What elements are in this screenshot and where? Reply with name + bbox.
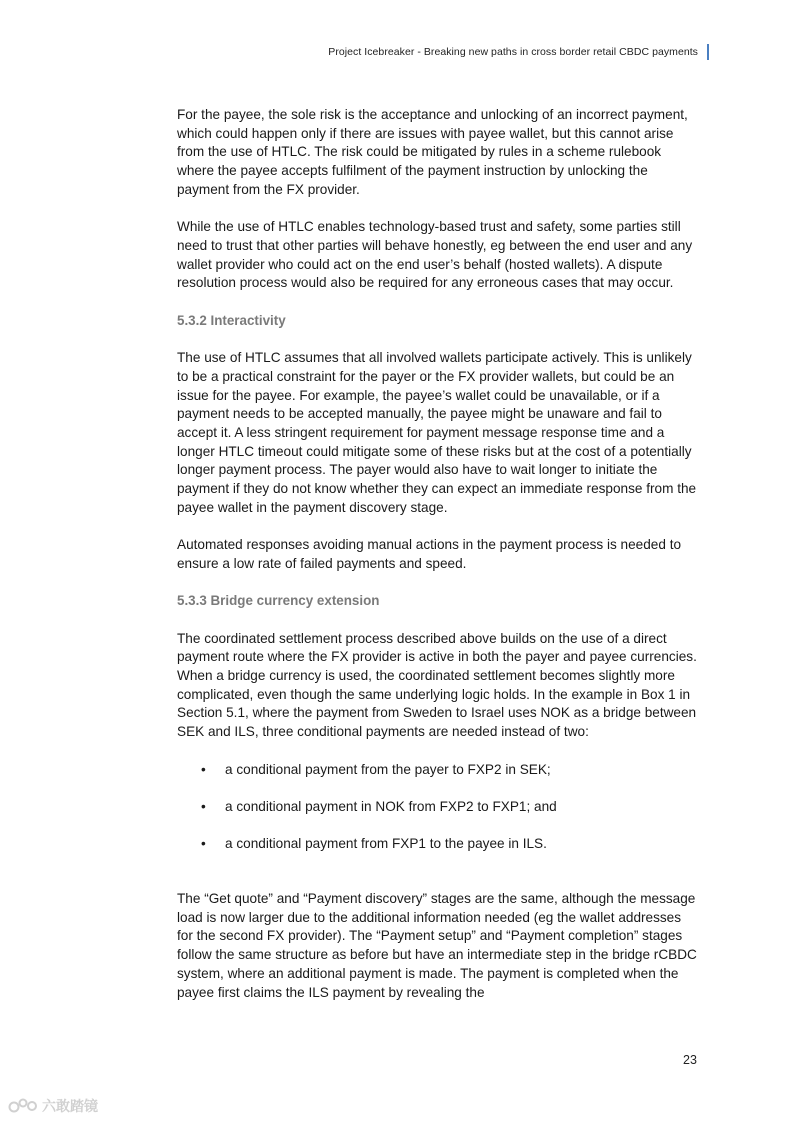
list-item-text: a conditional payment in NOK from FXP2 to FXP1; and (225, 798, 557, 814)
section-heading-bridge-currency: 5.3.3 Bridge currency extension (177, 593, 380, 609)
page-content (177, 106, 697, 1021)
list-item (177, 835, 697, 854)
page-number: 23 (683, 1053, 697, 1067)
list-item-text: a conditional payment from FXP1 to the payee in ILS. (225, 836, 547, 852)
list-item-text: a conditional payment from the payer to FXP2 in SEK; (225, 761, 551, 777)
paragraph-bridge-currency: The coordinated settlement process described above builds on the use of a direct payment route where the FX provider is active in both the payer and payee currencies. When a bridge currency is used, the coordinated settlement becomes slightly more complicated, even though the same underlying logic holds. In the example in Box 1 in Section 5.1, where the payment from Sweden to Israel uses NOK as a bridge between SEK and ILS, three conditional payments are needed instead of two: (177, 630, 697, 740)
bullet-icon: • (201, 761, 206, 777)
header-divider (707, 44, 709, 60)
list-item (177, 761, 697, 780)
paragraph-automated-responses: Automated responses avoiding manual actions in the payment process is needed to ensure a low rate of failed payments and speed. (177, 537, 682, 571)
watermark-text: 六敢踏镜 (42, 1098, 98, 1114)
bullet-icon: • (201, 798, 206, 814)
bullet-icon: • (201, 836, 206, 852)
paragraph-interactivity: The use of HTLC assumes that all involved wallets participate actively. This is unlikely to be a practical constraint for the payer or the FX provider wallets, but could be an issue for the payee. For example, the payee’s wallet could be unavailable, or if a payment needs to be accepted manually, the payee might be unaware and fail to accept it. A less stringent requirement for payment message response time and a longer HTLC timeout could mitigate some of these risks but at the cost of a potentially longer payment process. The payer would also have to wait longer to initiate the payment if they do not know whether they can expect an immediate response from the payee wallet in the payment discovery stage. (177, 350, 697, 515)
conditional-payments-list (177, 761, 697, 854)
section-heading-interactivity: 5.3.2 Interactivity (177, 312, 286, 328)
watermark-logo-icon (8, 1097, 38, 1115)
running-header: Project Icebreaker - Breaking new paths in cross border retail CBDC payments (328, 46, 698, 58)
paragraph-payee-risk: For the payee, the sole risk is the acceptance and unlocking of an incorrect payment, which could happen only if there are issues with payee wallet, but this cannot arise from the use of HTLC. The risk could be mitigated by rules in a scheme rulebook where the payee accepts fulfilment of the payment instruction by unlocking the payment from the FX provider. (177, 107, 688, 197)
watermark (8, 1096, 98, 1116)
paragraph-htlc-trust: While the use of HTLC enables technology-based trust and safety, some parties still need to trust that other parties will behave honestly, eg between the end user and any wallet provider who could act on the end user’s behalf (hosted wallets). A dispute resolution process would also be required for any erroneous cases that may occur. (177, 219, 693, 291)
list-item (177, 798, 697, 817)
paragraph-stages: The “Get quote” and “Payment discovery” stages are the same, although the message load is now larger due to the additional information needed (eg the wallet addresses for the second FX provider). The “Payment setup” and “Payment completion” stages follow the same structure as before but have an intermediate step in the bridge rCBDC system, where an additional payment is made. The payment is completed when the payee first claims the ILS payment by revealing the (177, 890, 697, 1000)
